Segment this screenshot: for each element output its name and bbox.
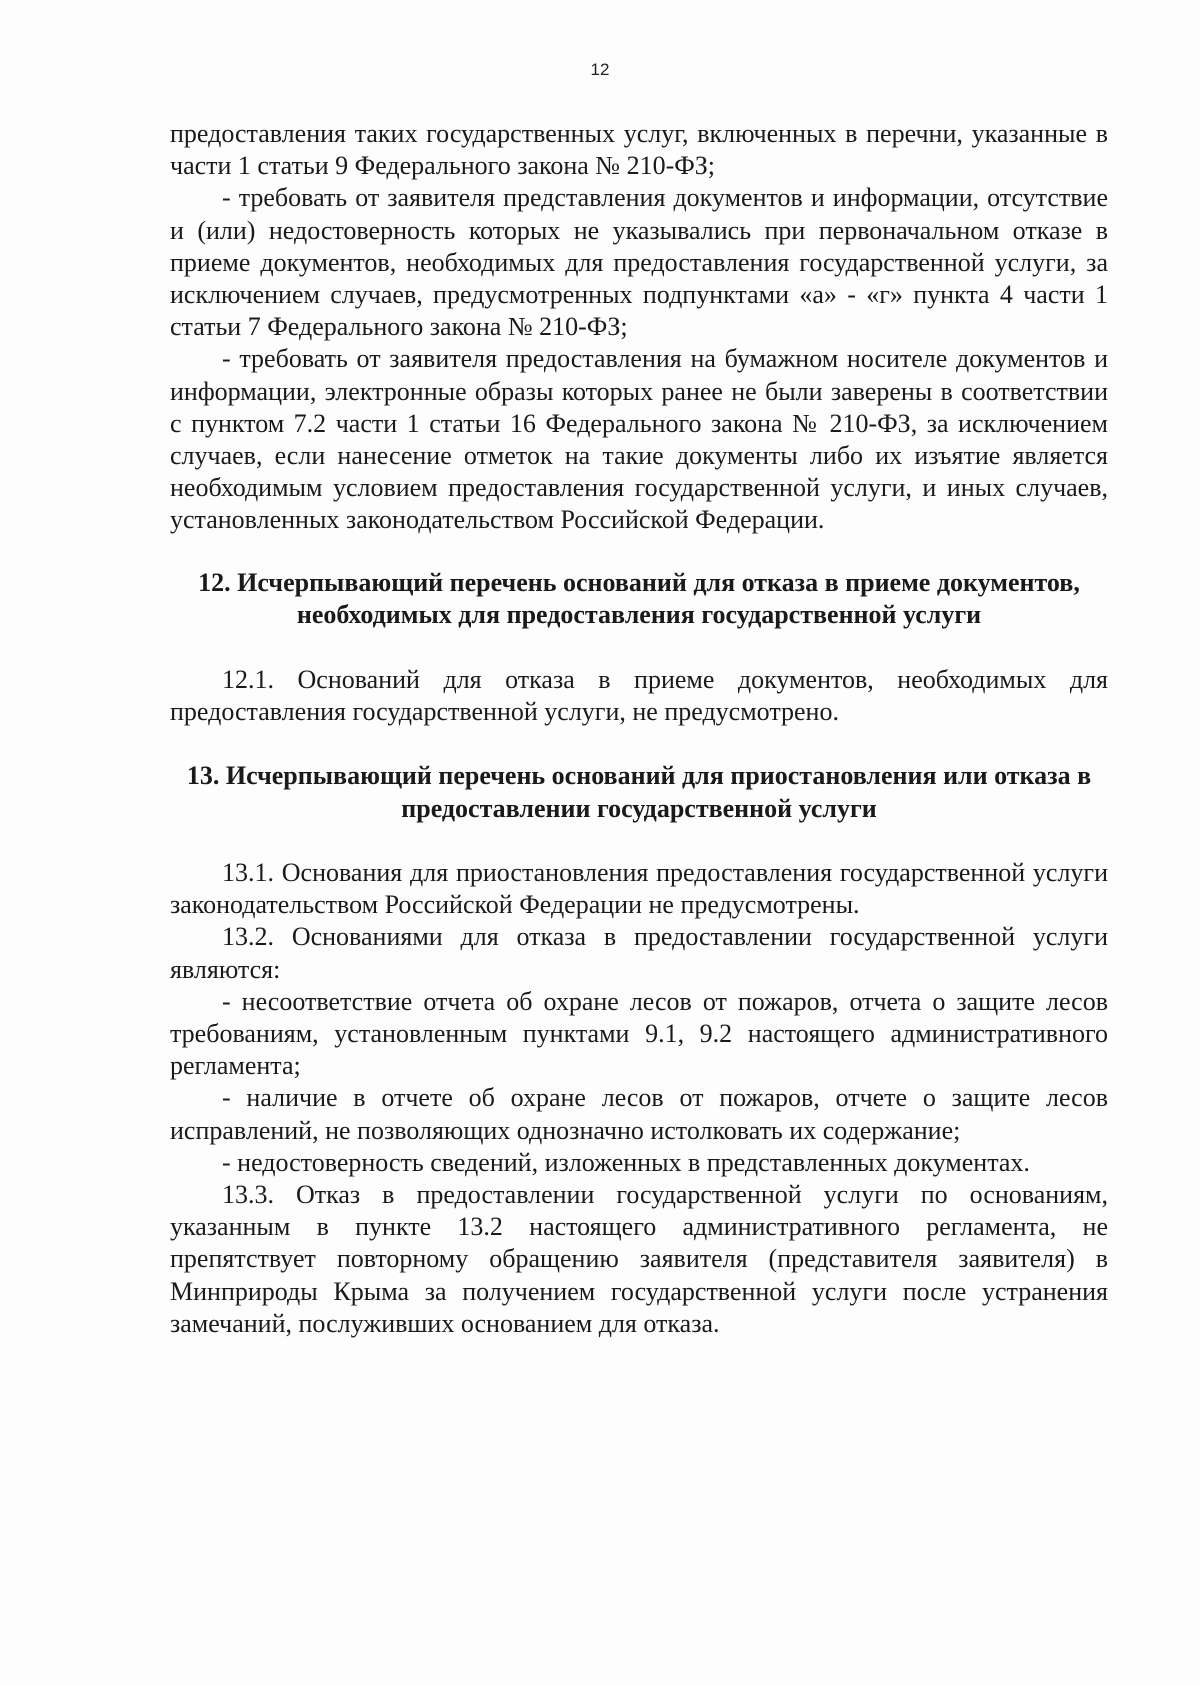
page-number: 12 [590, 60, 610, 79]
list-item-ground: - наличие в отчете об охране лесов от пожаров, отчете о защите лесов исправлений, не позволяющих однозначно истолковать их содержание; [170, 1083, 1108, 1145]
paragraph-continuation: предоставления таких государственных услуг, включенных в перечни, указанные в части 1 статьи 9 Федерального закона № 210-ФЗ; [170, 119, 1108, 181]
paragraph-12-1: 12.1. Оснований для отказа в приеме документов, необходимых для предоставления государственной услуги, не предусмотрено. [170, 664, 1108, 726]
list-item-ground: - несоответствие отчета об охране лесов от пожаров, отчета о защите лесов требованиям, установленным пунктами 9.1, 9.2 настоящего административного регламента; [170, 986, 1108, 1081]
paragraph-13-2: 13.2. Основаниями для отказа в предоставлении государственной услуги являются: [170, 922, 1108, 984]
spacer [170, 825, 1108, 857]
paragraph-13-3: 13.3. Отказ в предоставлении государственной услуги по основаниям, указанным в пункте 13.2 настоящего административного регламента, не препятствует повторному обращению заявителя (представителя заявителя) в Минприроды Крыма за получением государственной услуги после устранения замечаний, послуживших основанием для отказа. [170, 1180, 1108, 1338]
spacer [170, 632, 1108, 664]
section-13-heading: 13. Исчерпывающий перечень оснований для приостановления или отказа в предоставлении государственной услуги [186, 761, 1092, 823]
spacer [170, 728, 1108, 760]
section-12-heading: 12. Исчерпывающий перечень оснований для отказа в приеме документов, необходимых для предоставления государственной услуги [198, 567, 1080, 630]
list-item-requirement: - требовать от заявителя представления документов и информации, отсутствие и (или) недостоверность которых не указывались при первоначальном отказе в приеме документов, необходимых для предоставления государственной услуги, за исключением случаев, предусмотренных подпунктами «а» - «г» пункта 4 части 1 статьи 7 Федерального закона № 210-ФЗ; [170, 183, 1108, 342]
list-item-ground: - недостоверность сведений, изложенных в представленных документах. [222, 1147, 1030, 1177]
document-body [170, 118, 1108, 1340]
paragraph-13-1: 13.1. Основания для приостановления предоставления государственной услуги законодательством Российской Федерации не предусмотрены. [170, 858, 1108, 920]
spacer [170, 537, 1108, 567]
list-item-requirement: - требовать от заявителя предоставления на бумажном носителе документов и информации, электронные образы которых ранее не были заверены в соответствии с пунктом 7.2 части 1 статьи 16 Федерального закона № 210-ФЗ, за исключением случаев, если нанесение отметок на такие документы либо их изъятие является необходимым условием предоставления государственной услуги, и иных случаев, установленных законодательством Российской Федерации. [170, 344, 1108, 535]
